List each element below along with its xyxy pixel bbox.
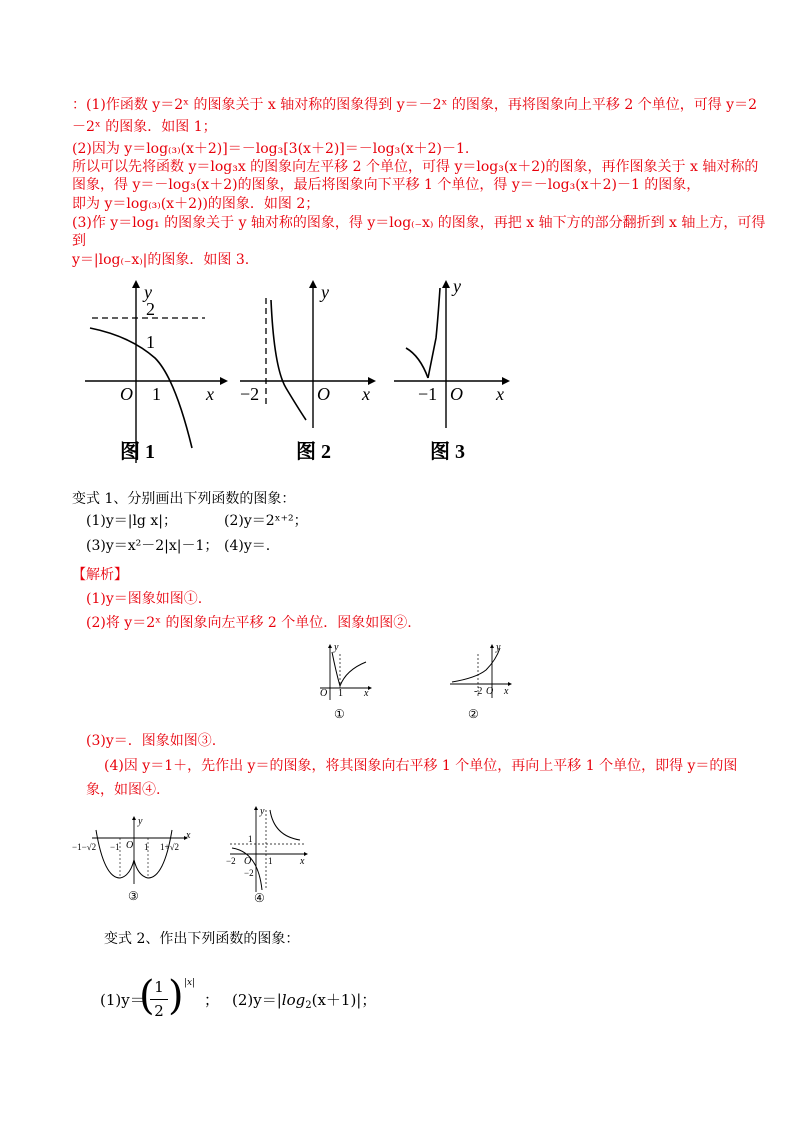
fig2-curve xyxy=(271,300,306,420)
c3-right: 1+√2 xyxy=(160,842,180,852)
fig1-origin: O xyxy=(120,384,133,404)
figure-c1 xyxy=(312,640,376,724)
c2-m2: -2 xyxy=(474,686,483,697)
v2-item2-log: log xyxy=(281,991,306,1009)
c1-x-label: x xyxy=(364,688,369,699)
variant1-item4: (4)y＝. xyxy=(224,538,271,554)
fig3-y-label: y xyxy=(453,278,461,296)
solution-line-9: y＝|log₍₋x₎|的图象．如图 3. xyxy=(72,252,250,268)
v2-item1-prefix: (1)y＝ xyxy=(100,991,145,1009)
fig1-label-1: 1 xyxy=(146,332,155,352)
c4-y-arrow xyxy=(254,806,258,810)
fig1-label-x1: 1 xyxy=(152,384,161,404)
c4-origin: O xyxy=(244,856,252,867)
analysis-step2: (2)将 y＝2ˣ 的图象向左平移 2 个单位．图象如图②. xyxy=(86,615,412,631)
c1-y-label: y xyxy=(334,642,339,653)
figure-c4 xyxy=(224,800,314,906)
fig3-y-arrow xyxy=(442,280,450,288)
figure-c2 xyxy=(446,640,516,724)
v2-item1-suffix: ； xyxy=(204,991,220,1009)
c2-caption: ② xyxy=(468,707,479,721)
fig3-curve-left xyxy=(406,348,428,378)
fig1-label-2: 2 xyxy=(146,299,155,319)
c1-curve-left xyxy=(332,652,340,686)
fig2-x-label: x xyxy=(362,384,370,404)
c4-one: 1 xyxy=(248,834,253,844)
c4-x-label: x xyxy=(300,856,305,867)
variant2-heading: 变式 2、作出下列函数的图象： xyxy=(104,931,300,947)
fig2-y-label: y xyxy=(321,282,329,302)
c1-caption: ① xyxy=(334,707,345,721)
c3-one: 1 xyxy=(144,842,149,852)
c4-m2y: −2 xyxy=(244,868,254,878)
solution-line-2: －2ˣ 的图象．如图 1； xyxy=(72,119,217,135)
analysis-step4b: 象，如图④. xyxy=(86,782,161,798)
c3-caption: ③ xyxy=(128,889,139,903)
analysis-tag: 【解析】 xyxy=(72,567,128,583)
fig3-caption: 图 3 xyxy=(430,441,465,463)
c2-x-arrow xyxy=(508,682,512,686)
c2-curve xyxy=(452,648,500,682)
c3-m1: −1 xyxy=(110,842,120,852)
fig1-caption: 图 1 xyxy=(120,441,155,463)
v2-paren-right-icon: ) xyxy=(168,973,184,1019)
figure-1 xyxy=(80,278,230,468)
figure-2 xyxy=(238,278,383,468)
c3-left: −1−√2 xyxy=(72,842,97,852)
fig1-x-label: x xyxy=(206,384,214,404)
figure-3 xyxy=(390,278,520,468)
c1-y-arrow xyxy=(328,644,332,648)
variant1-item1: (1)y＝|lg x|； xyxy=(86,513,177,529)
variant1-item3: (3)y＝x²－2|x|－1； xyxy=(86,538,219,554)
solution-line-7: (3)作 y＝log₁ 的图象关于 y 轴对称的图象，得 y＝log₍₋x₎ 的图象，再把 x 轴下方的部分翻折到 x 轴上方，可得 xyxy=(72,215,766,231)
solution-line-5: 图象，得 y＝－log₃(x＋2)的图象，最后将图象向下平移 1 个单位，得 y＝－log₃(x＋2)－1 的图象， xyxy=(72,177,701,193)
solution-line-3: (2)因为 y＝log₍₃₎(x＋2)]＝－log₃[3(x＋2)]＝－log₃(x＋2)－1. xyxy=(72,141,470,157)
fig3-curve-right xyxy=(428,288,440,378)
analysis-step3: (3)y＝．图象如图③. xyxy=(86,733,217,749)
solution-line-8: 到 xyxy=(72,233,86,249)
fig2-caption: 图 2 xyxy=(296,441,331,463)
fig3-origin: O xyxy=(450,384,463,404)
c4-x1: 1 xyxy=(268,856,273,866)
c2-origin: O xyxy=(486,686,494,697)
fig3-label-m1: −1 xyxy=(418,384,438,404)
fig3-x-label: x xyxy=(496,384,504,404)
c3-y-label: y xyxy=(138,816,143,827)
v2-frac-den: 2 xyxy=(154,1002,164,1020)
c1-curve-right xyxy=(340,662,366,686)
c4-y-label: y xyxy=(260,806,265,817)
v2-item2-rest: (x＋1)|； xyxy=(311,991,377,1009)
analysis-step4a: (4)因 y＝1＋，先作出 y＝的图象，将其图象向右平移 1 个单位，再向上平移 1 个单位，即得 y＝的图 xyxy=(104,758,738,774)
solution-line-6: 即为 y＝log₍₃₎(x＋2))的图象．如图 2； xyxy=(72,196,320,212)
analysis-step1: (1)y＝图象如图①. xyxy=(86,591,203,607)
c4-caption: ④ xyxy=(254,891,265,905)
c1-origin: O xyxy=(320,688,328,699)
v2-item2-base: 2 xyxy=(305,1000,312,1011)
solution-line-4: 所以可以先将函数 y＝log₃x 的图象向左平移 2 个单位，可得 y＝log₃(x＋2)的图象，再作图象关于 x 轴对称的 xyxy=(72,159,759,175)
fig1-x-arrow xyxy=(220,377,228,385)
variant1-item2: (2)y＝2ˣ⁺²； xyxy=(224,513,308,529)
variant1-heading: 变式 1、分别画出下列函数的图象： xyxy=(72,491,296,507)
solution-line-1: ：(1)作函数 y＝2ˣ 的图象关于 x 轴对称的图象得到 y＝－2ˣ 的图象，再将图象向上平移 2 个单位，可得 y＝2 xyxy=(72,97,757,113)
c4-curve-right xyxy=(270,810,300,840)
v2-exponent: |x| xyxy=(184,978,196,988)
v2-item2-prefix: (2)y＝| xyxy=(232,991,282,1009)
fig2-y-arrow xyxy=(309,280,317,288)
c4-m2x: −2 xyxy=(226,856,236,866)
fig1-y-label: y xyxy=(144,282,152,302)
v2-frac-num: 1 xyxy=(154,978,164,996)
fig2-label-m2: −2 xyxy=(240,384,260,404)
c1-one: 1 xyxy=(338,688,343,699)
c3-x-label: x xyxy=(186,830,191,841)
c4-x-arrow xyxy=(304,852,308,856)
c1-x-arrow xyxy=(368,686,372,690)
fig1-y-arrow xyxy=(132,280,140,288)
fig1-curve xyxy=(90,328,192,448)
c2-y-arrow xyxy=(490,644,494,648)
fig2-origin: O xyxy=(317,384,330,404)
v2-frac-bar xyxy=(150,999,168,1000)
figure-c3 xyxy=(72,812,196,904)
c2-x-label: x xyxy=(504,686,509,697)
v2-paren-left-icon: ( xyxy=(139,973,155,1019)
c2-y-label: y xyxy=(496,642,501,653)
variant2-item2 xyxy=(232,991,376,1015)
c3-origin: O xyxy=(126,840,134,851)
c3-y-arrow xyxy=(132,816,136,820)
